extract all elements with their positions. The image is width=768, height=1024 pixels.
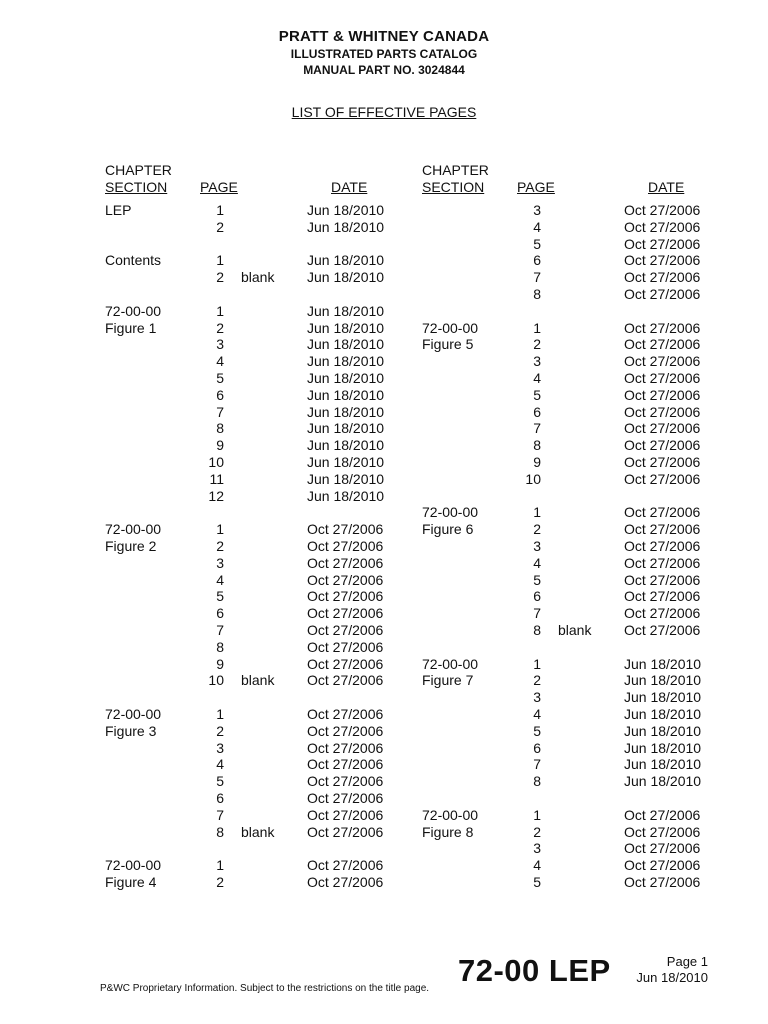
section-label: Figure 2 bbox=[105, 538, 157, 554]
right-page-header bbox=[517, 179, 555, 196]
effective-date: Oct 27/2006 bbox=[307, 723, 384, 739]
page-number: 2 bbox=[533, 672, 541, 688]
page-number: 2 bbox=[533, 336, 541, 352]
page-number: 1 bbox=[216, 252, 224, 268]
section-label: Figure 5 bbox=[422, 336, 474, 352]
right-date-label: DATE bbox=[648, 179, 685, 195]
page-number: 5 bbox=[533, 236, 541, 252]
section-label: Figure 7 bbox=[422, 672, 474, 688]
effective-date: Oct 27/2006 bbox=[624, 370, 701, 386]
section-label: Figure 1 bbox=[105, 320, 157, 336]
page-number: 9 bbox=[533, 454, 541, 470]
right-section-label: SECTION bbox=[422, 179, 485, 195]
page-number: 7 bbox=[533, 756, 541, 772]
effective-date: Jun 18/2010 bbox=[307, 454, 385, 470]
effective-date: Jun 18/2010 bbox=[307, 269, 385, 285]
effective-date: Oct 27/2006 bbox=[307, 605, 384, 621]
page-number: 1 bbox=[216, 706, 224, 722]
effective-date: Jun 18/2010 bbox=[624, 706, 702, 722]
page-number: 6 bbox=[533, 404, 541, 420]
section-label: 72-00-00 bbox=[422, 504, 479, 520]
effective-date: Jun 18/2010 bbox=[307, 471, 385, 487]
page-title: LIST OF EFFECTIVE PAGES bbox=[291, 104, 477, 120]
effective-date: Oct 27/2006 bbox=[624, 252, 701, 268]
effective-date: Oct 27/2006 bbox=[307, 790, 384, 806]
page-number: 5 bbox=[533, 387, 541, 403]
effective-date: Jun 18/2010 bbox=[307, 303, 385, 319]
effective-date: Jun 18/2010 bbox=[307, 420, 385, 436]
page-number: 6 bbox=[216, 605, 224, 621]
section-label: 72-00-00 bbox=[105, 521, 162, 537]
page-number: Page 1 bbox=[666, 954, 708, 969]
page-number: 5 bbox=[533, 723, 541, 739]
page-date: Jun 18/2010 bbox=[636, 970, 708, 985]
effective-date: Oct 27/2006 bbox=[624, 420, 701, 436]
page-number: 6 bbox=[533, 588, 541, 604]
blank-note: blank bbox=[241, 824, 275, 840]
effective-date: Oct 27/2006 bbox=[624, 202, 701, 218]
page-number: 8 bbox=[216, 639, 224, 655]
page-number: 1 bbox=[533, 656, 541, 672]
effective-date: Jun 18/2010 bbox=[307, 202, 385, 218]
section-label: 72-00-00 bbox=[422, 320, 479, 336]
page-number: 8 bbox=[533, 437, 541, 453]
effective-date: Jun 18/2010 bbox=[307, 387, 385, 403]
effective-date: Oct 27/2006 bbox=[307, 773, 384, 789]
page-number: 4 bbox=[216, 756, 224, 772]
effective-date: Oct 27/2006 bbox=[624, 504, 701, 520]
page-number: 1 bbox=[216, 303, 224, 319]
effective-date: Oct 27/2006 bbox=[624, 437, 701, 453]
effective-date: Oct 27/2006 bbox=[624, 807, 701, 823]
section-label: Figure 3 bbox=[105, 723, 157, 739]
page-number: 3 bbox=[533, 840, 541, 856]
page-number: 2 bbox=[216, 723, 224, 739]
effective-date: Oct 27/2006 bbox=[307, 572, 384, 588]
page-number: 4 bbox=[533, 706, 541, 722]
page-number: 2 bbox=[216, 269, 224, 285]
page-number: 7 bbox=[533, 269, 541, 285]
effective-date: Jun 18/2010 bbox=[307, 437, 385, 453]
effective-date: Oct 27/2006 bbox=[307, 857, 384, 873]
page-number: 4 bbox=[216, 572, 224, 588]
effective-date: Oct 27/2006 bbox=[624, 471, 701, 487]
page-number: 2 bbox=[216, 538, 224, 554]
effective-date: Jun 18/2010 bbox=[307, 404, 385, 420]
effective-date: Jun 18/2010 bbox=[307, 488, 385, 504]
page-number: 1 bbox=[216, 521, 224, 537]
section-label: 72-00-00 bbox=[105, 303, 162, 319]
page-number: 5 bbox=[533, 572, 541, 588]
page-number: 10 bbox=[525, 471, 541, 487]
effective-date: Jun 18/2010 bbox=[307, 219, 385, 235]
page-number: 5 bbox=[216, 773, 224, 789]
effective-date: Oct 27/2006 bbox=[307, 538, 384, 554]
effective-date: Oct 27/2006 bbox=[307, 672, 384, 688]
page-number: 8 bbox=[533, 286, 541, 302]
blank-note: blank bbox=[241, 269, 275, 285]
page-number: 10 bbox=[208, 454, 224, 470]
effective-date: Jun 18/2010 bbox=[624, 723, 702, 739]
section-label: LEP bbox=[105, 202, 132, 218]
section-label: Figure 6 bbox=[422, 521, 474, 537]
page-number: 2 bbox=[216, 874, 224, 890]
section-label: Contents bbox=[105, 252, 162, 268]
left-chapter-header bbox=[105, 162, 172, 196]
page-number: 6 bbox=[216, 790, 224, 806]
page-number: 8 bbox=[216, 420, 224, 436]
page-number: 5 bbox=[216, 370, 224, 386]
effective-date: Oct 27/2006 bbox=[307, 756, 384, 772]
page-number: 11 bbox=[209, 471, 224, 487]
right-chapter-label: CHAPTER bbox=[422, 162, 489, 178]
page-number: 1 bbox=[533, 320, 541, 336]
page-number: 4 bbox=[216, 353, 224, 369]
effective-date: Oct 27/2006 bbox=[307, 807, 384, 823]
page-number: 3 bbox=[533, 538, 541, 554]
effective-date: Oct 27/2006 bbox=[624, 538, 701, 554]
blank-note: blank bbox=[241, 672, 275, 688]
section-label: 72-00-00 bbox=[105, 706, 162, 722]
section-label: Figure 4 bbox=[105, 874, 157, 890]
effective-date: Oct 27/2006 bbox=[624, 874, 701, 890]
effective-date: Oct 27/2006 bbox=[624, 454, 701, 470]
effective-date: Oct 27/2006 bbox=[624, 387, 701, 403]
effective-date: Oct 27/2006 bbox=[307, 824, 384, 840]
effective-date: Jun 18/2010 bbox=[307, 320, 385, 336]
manual-part-number: MANUAL PART NO. 3024844 bbox=[303, 63, 465, 77]
page-number: 12 bbox=[208, 488, 224, 504]
effective-date: Jun 18/2010 bbox=[307, 252, 385, 268]
effective-date: Oct 27/2006 bbox=[624, 353, 701, 369]
effective-date: Oct 27/2006 bbox=[624, 824, 701, 840]
left-page-header bbox=[200, 179, 238, 196]
effective-date: Jun 18/2010 bbox=[307, 353, 385, 369]
section-label: 72-00-00 bbox=[422, 807, 479, 823]
proprietary-notice: P&WC Proprietary Information. Subject to the restrictions on the title page. bbox=[100, 983, 430, 994]
effective-date: Oct 27/2006 bbox=[624, 857, 701, 873]
effective-date: Oct 27/2006 bbox=[624, 269, 701, 285]
effective-date: Jun 18/2010 bbox=[307, 370, 385, 386]
section-label: 72-00-00 bbox=[105, 857, 162, 873]
page-number: 8 bbox=[216, 824, 224, 840]
right-chapter-header bbox=[422, 162, 489, 196]
effective-date: Oct 27/2006 bbox=[307, 639, 384, 655]
page-number: 2 bbox=[216, 219, 224, 235]
page-number: 10 bbox=[208, 672, 224, 688]
page-number: 7 bbox=[216, 404, 224, 420]
page-number: 4 bbox=[533, 219, 541, 235]
section-label: Figure 8 bbox=[422, 824, 474, 840]
page-number: 8 bbox=[533, 773, 541, 789]
page-number: 4 bbox=[533, 370, 541, 386]
page-number: 9 bbox=[216, 656, 224, 672]
page-number: 7 bbox=[533, 420, 541, 436]
effective-date: Jun 18/2010 bbox=[624, 672, 702, 688]
page-number: 1 bbox=[216, 202, 224, 218]
page-number: 4 bbox=[533, 857, 541, 873]
page-number: 3 bbox=[216, 555, 224, 571]
page-number: 5 bbox=[533, 874, 541, 890]
effective-date: Oct 27/2006 bbox=[624, 320, 701, 336]
effective-date: Oct 27/2006 bbox=[307, 521, 384, 537]
left-date-label: DATE bbox=[331, 179, 368, 195]
company-name: PRATT & WHITNEY CANADA bbox=[278, 28, 490, 45]
effective-date: Oct 27/2006 bbox=[624, 286, 701, 302]
page-number: 6 bbox=[533, 252, 541, 268]
page-number: 3 bbox=[216, 336, 224, 352]
page-number: 2 bbox=[533, 521, 541, 537]
page-number: 5 bbox=[216, 588, 224, 604]
effective-date: Oct 27/2006 bbox=[624, 336, 701, 352]
page-info bbox=[636, 954, 708, 986]
effective-date: Oct 27/2006 bbox=[307, 740, 384, 756]
catalog-title: ILLUSTRATED PARTS CATALOG bbox=[290, 47, 478, 61]
left-section-label: SECTION bbox=[105, 179, 168, 195]
right-date-header bbox=[648, 179, 684, 196]
page-number: 8 bbox=[533, 622, 541, 638]
page-number: 1 bbox=[216, 857, 224, 873]
page-number: 1 bbox=[533, 504, 541, 520]
left-page-label: PAGE bbox=[200, 179, 238, 195]
effective-date: Jun 18/2010 bbox=[624, 773, 702, 789]
left-chapter-label: CHAPTER bbox=[105, 162, 172, 178]
effective-date: Oct 27/2006 bbox=[307, 706, 384, 722]
page-number: 9 bbox=[216, 437, 224, 453]
effective-date: Oct 27/2006 bbox=[307, 588, 384, 604]
effective-date: Oct 27/2006 bbox=[624, 572, 701, 588]
page-number: 7 bbox=[216, 807, 224, 823]
page-number: 7 bbox=[216, 622, 224, 638]
page-number: 3 bbox=[533, 202, 541, 218]
right-page-label: PAGE bbox=[517, 179, 555, 195]
effective-date: Jun 18/2010 bbox=[624, 756, 702, 772]
effective-date: Oct 27/2006 bbox=[624, 605, 701, 621]
page-number: 3 bbox=[533, 689, 541, 705]
effective-date: Oct 27/2006 bbox=[624, 555, 701, 571]
page-number: 4 bbox=[533, 555, 541, 571]
page-number: 3 bbox=[533, 353, 541, 369]
effective-date: Jun 18/2010 bbox=[307, 336, 385, 352]
section-label: 72-00-00 bbox=[422, 656, 479, 672]
left-date-header bbox=[331, 179, 367, 196]
effective-date: Jun 18/2010 bbox=[624, 740, 702, 756]
effective-date: Oct 27/2006 bbox=[307, 555, 384, 571]
effective-date: Jun 18/2010 bbox=[624, 656, 702, 672]
page-number: 7 bbox=[533, 605, 541, 621]
page-number: 2 bbox=[533, 824, 541, 840]
page-number: 3 bbox=[216, 740, 224, 756]
chapter-code: 72-00 LEP bbox=[458, 953, 611, 988]
effective-date: Oct 27/2006 bbox=[624, 219, 701, 235]
effective-date: Oct 27/2006 bbox=[307, 656, 384, 672]
page-number: 6 bbox=[216, 387, 224, 403]
page-number: 6 bbox=[533, 740, 541, 756]
effective-date: Oct 27/2006 bbox=[307, 874, 384, 890]
effective-date: Jun 18/2010 bbox=[624, 689, 702, 705]
page-number: 2 bbox=[216, 320, 224, 336]
effective-date: Oct 27/2006 bbox=[624, 404, 701, 420]
effective-date: Oct 27/2006 bbox=[624, 521, 701, 537]
effective-date: Oct 27/2006 bbox=[624, 622, 701, 638]
effective-date: Oct 27/2006 bbox=[624, 840, 701, 856]
effective-date: Oct 27/2006 bbox=[307, 622, 384, 638]
blank-note: blank bbox=[558, 622, 592, 638]
effective-date: Oct 27/2006 bbox=[624, 588, 701, 604]
page-number: 1 bbox=[533, 807, 541, 823]
effective-date: Oct 27/2006 bbox=[624, 236, 701, 252]
